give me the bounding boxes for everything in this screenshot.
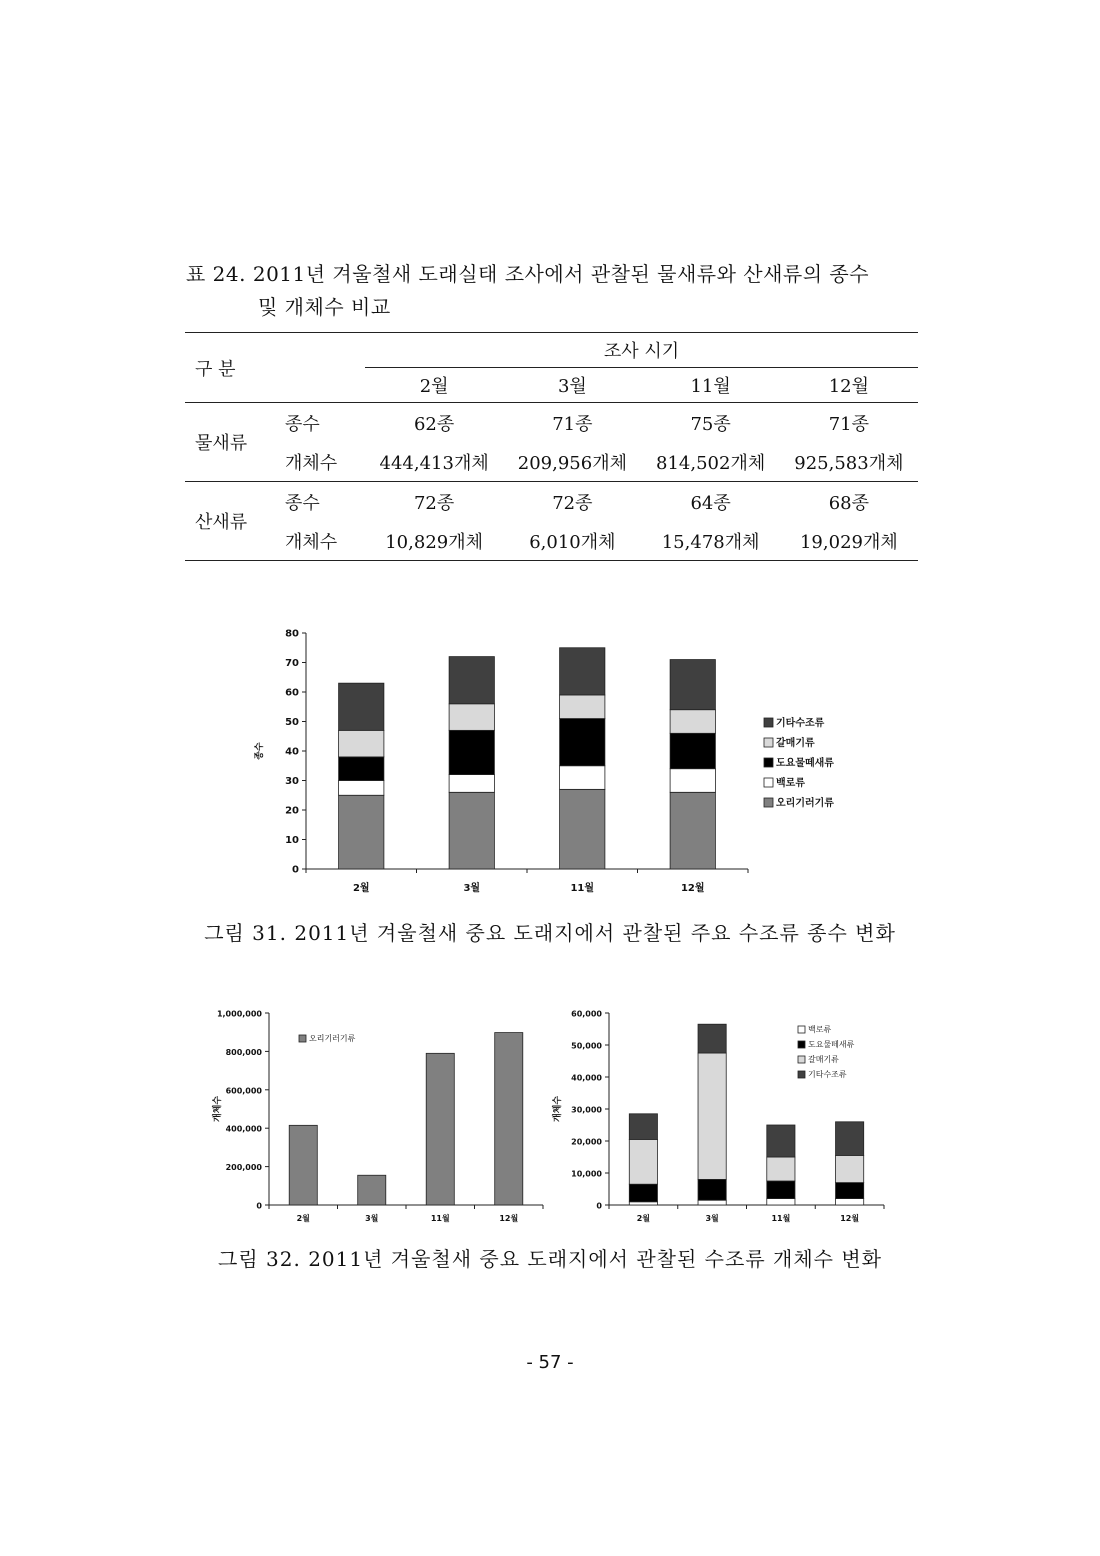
bar-segment [698, 1179, 726, 1200]
legend-label: 기타수조류 [808, 1070, 847, 1079]
bar-segment [698, 1024, 726, 1053]
table-cell: 814,502개체 [642, 442, 780, 482]
group-name: 물새류 [185, 403, 275, 482]
row-label: 종수 [285, 413, 320, 435]
y-tick-label: 20,000 [571, 1137, 602, 1147]
bar-segment [629, 1139, 657, 1184]
x-tick-label: 12월 [680, 883, 705, 894]
table-cell: 71종 [828, 413, 870, 435]
bar-segment [560, 719, 605, 766]
page-number: - 57 - [526, 1352, 574, 1373]
y-tick-label: 400,000 [225, 1124, 262, 1134]
legend-label: 오리기러기류 [309, 1034, 356, 1043]
legend-label: 백로류 [776, 778, 805, 789]
bar-segment [629, 1184, 657, 1202]
table-cell: 444,413개체 [365, 442, 503, 482]
y-tick-label: 50,000 [571, 1041, 602, 1051]
y-axis-label: 개체수 [213, 1095, 223, 1123]
bar-segment [698, 1053, 726, 1179]
bar-segment [670, 733, 715, 768]
bar-segment [836, 1155, 864, 1182]
table-cell: 62종 [413, 413, 455, 435]
x-tick-label: 12월 [840, 1214, 860, 1223]
header-month: 2월 [365, 368, 503, 403]
bar-segment [560, 766, 605, 790]
table-cell: 71종 [552, 413, 593, 435]
legend-swatch [798, 1026, 805, 1033]
bar-segment [560, 648, 605, 695]
bar-segment [767, 1125, 795, 1157]
y-tick-label: 40,000 [571, 1073, 602, 1083]
bar-segment [339, 781, 384, 796]
table-cell: 925,583개체 [780, 442, 918, 482]
legend-swatch [764, 738, 773, 747]
bar-segment [560, 789, 605, 869]
x-tick-label: 2월 [352, 883, 370, 894]
row-label: 개체수 [275, 521, 365, 561]
table-cell: 68종 [828, 492, 870, 514]
bar-segment [449, 704, 494, 731]
header-period: 조사 시기 [365, 333, 918, 368]
y-tick-label: 60,000 [571, 1009, 602, 1019]
x-tick-label: 3월 [705, 1214, 719, 1223]
bar-segment [339, 757, 384, 781]
legend-label: 도요물떼새류 [808, 1040, 855, 1049]
bar-segment [449, 657, 494, 704]
legend-label: 갈매기류 [776, 738, 815, 749]
legend-swatch [764, 718, 773, 727]
table-cell: 19,029개체 [780, 521, 918, 561]
bar-segment [670, 769, 715, 793]
legend-label: 오리기러기류 [776, 798, 834, 809]
table-cell: 15,478개체 [642, 521, 780, 561]
legend-swatch [764, 778, 773, 787]
bar-segment [767, 1199, 795, 1205]
figure31-caption: 그림 31. 2011년 겨울철새 중요 도래지에서 관찰된 주요 수조류 종수 변화 [204, 921, 896, 945]
bar-segment [670, 792, 715, 869]
duck-goose-count-bar-chart [205, 1000, 560, 1232]
legend-swatch [798, 1041, 805, 1048]
bar-segment [289, 1125, 317, 1205]
y-tick-label: 0 [256, 1201, 262, 1211]
bar-segment [426, 1053, 454, 1205]
bar-segment [836, 1122, 864, 1156]
bar-segment [767, 1181, 795, 1199]
bar-segment [629, 1114, 657, 1140]
y-tick-label: 0 [596, 1201, 602, 1211]
bar-segment [698, 1200, 726, 1205]
bar-segment [339, 730, 384, 757]
y-tick-label: 1,000,000 [216, 1009, 262, 1019]
header-category: 구 분 [185, 333, 365, 403]
x-tick-label: 12월 [499, 1214, 519, 1223]
legend-swatch [764, 798, 773, 807]
waterbird-count-stacked-bar-chart [550, 1000, 900, 1232]
table-caption-line2: 및 개체수 비교 [258, 295, 391, 319]
x-tick-label: 11월 [771, 1214, 791, 1223]
bar-segment [836, 1199, 864, 1205]
legend-label: 도요물떼새류 [776, 758, 834, 769]
bar-segment [339, 795, 384, 869]
legend-swatch [299, 1035, 306, 1042]
x-tick-label: 3월 [463, 883, 481, 894]
bar-segment [358, 1175, 386, 1205]
bar-segment [836, 1183, 864, 1199]
bar-segment [767, 1157, 795, 1181]
bar-segment [560, 695, 605, 719]
y-tick-label: 200,000 [225, 1163, 262, 1173]
header-month: 3월 [503, 368, 641, 403]
table-cell: 10,829개체 [365, 521, 503, 561]
y-tick-label: 10,000 [571, 1169, 602, 1179]
table-cell: 6,010개체 [503, 521, 641, 561]
y-tick-label: 50 [285, 717, 299, 728]
bar-segment [339, 683, 384, 730]
bar-segment [449, 775, 494, 793]
bar-segment [449, 730, 494, 774]
species-stacked-bar-chart [240, 620, 860, 905]
table-cell: 75종 [690, 413, 731, 435]
legend-label: 백로류 [808, 1025, 832, 1034]
table-cell: 72종 [552, 492, 593, 514]
header-month: 12월 [780, 368, 918, 403]
legend-swatch [798, 1071, 805, 1078]
x-tick-label: 2월 [636, 1214, 651, 1223]
y-axis-label: 개체수 [553, 1095, 563, 1123]
comparison-table [185, 332, 918, 561]
y-tick-label: 70 [285, 658, 299, 669]
bar-segment [670, 660, 715, 710]
table-caption-line1: 표 24. 2011년 겨울철새 도래실태 조사에서 관찰된 물새류와 산새류의 종수 [186, 262, 870, 286]
y-tick-label: 40 [285, 746, 299, 758]
legend-label: 기타수조류 [776, 718, 825, 729]
bar-segment [670, 710, 715, 734]
row-label: 개체수 [275, 442, 365, 482]
group-name: 산새류 [185, 482, 275, 561]
y-tick-label: 30,000 [571, 1105, 602, 1115]
x-tick-label: 2월 [296, 1214, 310, 1223]
y-tick-label: 600,000 [225, 1086, 262, 1096]
figure32-caption: 그림 32. 2011년 겨울철새 중요 도래지에서 관찰된 수조류 개체수 변화 [218, 1247, 882, 1271]
bar-segment [449, 792, 494, 869]
table-cell: 209,956개체 [503, 442, 641, 482]
legend-swatch [764, 758, 773, 767]
y-tick-label: 10 [285, 835, 299, 846]
header-month: 11월 [642, 368, 780, 403]
x-tick-label: 11월 [430, 1214, 450, 1223]
x-tick-label: 3월 [365, 1214, 379, 1223]
table-cell: 72종 [413, 492, 455, 514]
y-axis-label: 종수 [255, 742, 265, 760]
legend-label: 갈매기류 [808, 1055, 839, 1064]
x-tick-label: 11월 [570, 883, 595, 894]
bar-segment [629, 1202, 657, 1205]
legend-swatch [798, 1056, 805, 1063]
y-tick-label: 80 [285, 628, 299, 640]
y-tick-label: 20 [285, 805, 299, 817]
bar-segment [495, 1033, 523, 1205]
table-caption [186, 258, 926, 324]
y-tick-label: 60 [285, 687, 299, 699]
y-tick-label: 800,000 [225, 1047, 262, 1057]
y-tick-label: 30 [285, 776, 299, 787]
table-cell: 64종 [690, 492, 731, 514]
row-label: 종수 [285, 492, 320, 514]
y-tick-label: 0 [292, 864, 299, 876]
